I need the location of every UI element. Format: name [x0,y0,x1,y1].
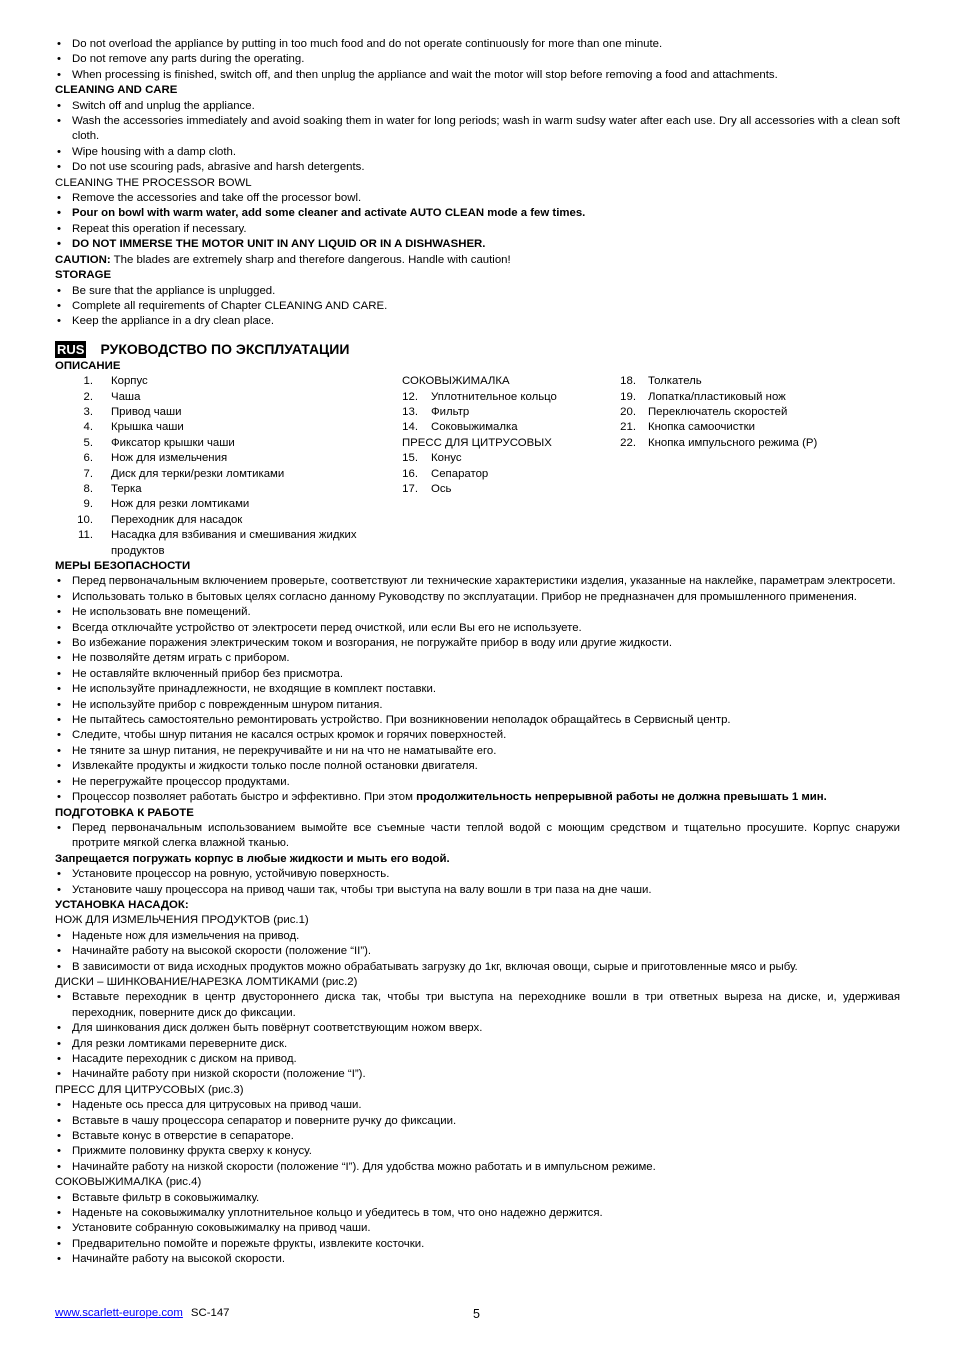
language-tag: RUS [57,341,85,357]
list-item: 13. Фильтр [402,405,470,418]
list-item: • Предварительно помойте и порежьте фрукты, извлеките косточки. [55,1237,900,1252]
list-item: • Использовать только в бытовых целях согласно данному Руководству по эксплуатации. Прибор не предназначен для промышленного применения. [55,590,900,605]
list-item: • Switch off and unplug the appliance. [55,99,900,114]
section-title: РУКОВОДСТВО ПО ЭКСПЛУАТАЦИИ [100,340,350,357]
prep-warning: Запрещается погружать корпус в любые жидкости и мыть его водой. [55,852,450,865]
list-item: • Wash the accessories immediately and avoid soaking them in water for long periods; wash in warm sudsy water after each use. Dry all accessories with a clean soft cloth. [55,114,900,145]
rus-section-header [55,340,900,359]
juicer-subheading: СОКОВЫЖИМАЛКА [402,375,510,388]
bowl-heading: CLEANING THE PROCESSOR BOWL [55,176,252,189]
list-item: 8. Терка [83,482,142,495]
list-item: • Наденьте ось пресса для цитрусовых на привод чаши. [55,1098,900,1113]
manual-page [55,37,900,1268]
list-item: • Не пытайтесь самостоятельно ремонтировать устройство. При возникновении неполадок обращайтесь в Сервисный центр. [55,713,900,728]
list-item: 14. Соковыжималка [402,421,518,434]
list-item: • Начинайте работу на низкой скорости (положение “I”). Для удобства можно работать и в импульсном режиме. [55,1160,900,1175]
disc-subheading: ДИСКИ – ШИНКОВАНИЕ/НАРЕЗКА ЛОМТИКАМИ (рис.2) [55,975,358,988]
parts-list [55,374,900,559]
list-item: • Не используйте принадлежности, не входящие в комплект поставки. [55,682,900,697]
list-item: 12. Уплотнительное кольцо [402,390,557,403]
caution-text: The blades are extremely sharp and therefore dangerous. Handle with caution! [110,253,511,266]
model-number: SC-147 [190,1307,230,1319]
list-item: • Не перегружайте процессор продуктами. [55,775,900,790]
list-item: • Repeat this operation if necessary. [55,222,900,237]
list-item: • Для шинкования диск должен быть повёрнут соответствующим ножом вверх. [55,1021,900,1036]
list-item: • Wipe housing with a damp cloth. [55,145,900,160]
list-item: 9. Нож для резки ломтиками [83,498,250,511]
list-item: • Всегда отключайте устройство от электросети перед очисткой, или если Вы его не используете. [55,621,900,636]
list-item: • Do not use scouring pads, abrasive and harsh detergents. [55,160,900,175]
list-item: 7. Диск для терки/резки ломтиками [83,467,285,480]
list-item: • DO NOT IMMERSE THE MOTOR UNIT IN ANY LIQUID OR IN A DISHWASHER. [55,237,900,252]
page-footer [55,1306,900,1322]
list-item: 17. Ось [402,482,452,495]
storage-heading: STORAGE [55,269,112,282]
cleaning-heading: CLEANING AND CARE [55,84,178,97]
parts-column-1 [55,374,402,559]
duration-warning: продолжительность непрерывной работы не должна превышать 1 мин. [416,791,827,804]
list-item: • Процессор позволяет работать быстро и эффективно. При этом продолжительность непрерывной работы не должна превышать 1 мин. [55,790,900,805]
list-item: • Не использовать вне помещений. [55,605,900,620]
list-item: • Начинайте работу на высокой скорости (положение “II”). [55,944,900,959]
list-item: 22. Кнопка импульсного режима (Р) [620,436,818,449]
list-item: • Наденьте нож для измельчения на привод. [55,929,900,944]
list-item: 2. Чаша [83,390,141,403]
knife-subheading: НОЖ ДЛЯ ИЗМЕЛЬЧЕНИЯ ПРОДУКТОВ (рис.1) [55,914,309,927]
description-heading: ОПИСАНИЕ [55,359,121,372]
list-item: • Извлекайте продукты и жидкости только после полной остановки двигателя. [55,759,900,774]
parts-column-2 [402,374,618,559]
list-item: • Не тяните за шнур питания, не перекручивайте и ни на что не наматывайте его. [55,744,900,759]
list-item: • Прижмите половинку фрукта сверху к конусу. [55,1144,900,1159]
list-item: • Be sure that the appliance is unplugged. [55,284,900,299]
list-item: • Во избежание поражения электрическим током и возгорания, не погружайте прибор в воду или другие жидкости. [55,636,900,651]
list-item: 4. Крышка чаши [83,421,184,434]
citrus-press-subheading: ПРЕСС ДЛЯ ЦИТРУСОВЫХ (рис.3) [55,1083,244,1096]
prep-list-1 [55,821,900,852]
list-item: • Вставьте фильтр в соковыжималку. [55,1191,900,1206]
list-item: • Do not overload the appliance by putting in too much food and do not operate continuously for more than one minute. [55,37,900,52]
list-item: • Наденьте на соковыжималку уплотнительное кольцо и убедитесь в том, что оно надежно держится. [55,1206,900,1221]
knife-list [55,929,900,975]
citrus-subheading: ПРЕСС ДЛЯ ЦИТРУСОВЫХ [402,436,552,449]
list-item: • When processing is finished, switch off, and then unplug the appliance and wait the motor will stop before removing a food and attachments. [55,68,900,83]
juicer-section-subheading: СОКОВЫЖИМАЛКА (рис.4) [55,1176,202,1189]
list-item: • Насадите переходник с диском на привод. [55,1052,900,1067]
list-item: 1. Корпус [83,375,148,388]
list-item: 19. Лопатка/пластиковый нож [620,390,786,403]
list-item: • Не позволяйте детям играть с прибором. [55,651,900,666]
list-item: • Перед первоначальным включением проверьте, соответствуют ли технические характеристики изделия, указанные на наклейке, параметрам электросети. [55,574,900,589]
website-link[interactable]: www.scarlett-europe.com [55,1307,183,1319]
list-item: • Не используйте прибор с поврежденным шнуром питания. [55,698,900,713]
storage-list [55,284,900,330]
list-item: 3. Привод чаши [83,405,182,418]
list-item: • Keep the appliance in a dry clean place. [55,314,900,329]
list-item: 5. Фиксатор крышки чаши [83,436,235,449]
list-item: • Pour on bowl with warm water, add some cleaner and activate AUTO CLEAN mode a few times. [55,206,900,221]
list-item: • Remove the accessories and take off the processor bowl. [55,191,900,206]
disc-list [55,990,900,1082]
en-top-list [55,37,900,83]
list-item: 20. Переключатель скоростей [620,405,788,418]
list-item: • Для резки ломтиками переверните диск. [55,1037,900,1052]
cleaning-list [55,99,900,176]
list-item: • Вставьте в чашу процессора сепаратор и поверните ручку до фиксации. [55,1114,900,1129]
install-heading: УСТАНОВКА НАСАДОК: [55,898,189,911]
parts-column-3 [618,374,900,559]
list-item: 16. Сепаратор [402,467,489,480]
list-item: • В зависимости от вида исходных продуктов можно обрабатывать загрузку до 1кг, включая овощи, сырые и приготовленные мясо и рыбу. [55,960,900,975]
safety-list [55,574,900,805]
prep-heading: ПОДГОТОВКА К РАБОТЕ [55,806,194,819]
list-item: • Complete all requirements of Chapter CLEANING AND CARE. [55,299,900,314]
list-item: 21. Кнопка самоочистки [620,421,755,434]
list-item: • Не оставляйте включенный прибор без присмотра. [55,667,900,682]
list-item: • Установите процессор на ровную, устойчивую поверхность. [55,867,900,882]
list-item: • Установите собранную соковыжималку на привод чаши. [55,1221,900,1236]
list-item: • Do not remove any parts during the operating. [55,52,900,67]
list-item: 11. Насадка для взбивания и смешивания жидких продуктов [78,529,357,557]
list-item: 10. Переходник для насадок [77,513,243,526]
citrus-list [55,1098,900,1175]
list-item: 18. Толкатель [620,375,702,388]
page-number: 5 [473,1307,480,1321]
list-item: • Следите, чтобы шнур питания не касался острых кромок и горячих поверхностей. [55,728,900,743]
list-item: • Установите чашу процессора на привод чаши так, чтобы три выступа на валу вошли в три паза на дне чаши. [55,883,900,898]
list-item: • Перед первоначальным использованием вымойте все съемные части теплой водой с моющим средством и тщательно просушите. Корпус снаружи протрите мягкой слегка влажной тканью. [55,821,900,852]
list-item: 15. Конус [402,452,462,465]
list-item: • Начинайте работу при низкой скорости (положение “I”). [55,1067,900,1082]
list-item: • Вставьте конус в отверстие в сепараторе. [55,1129,900,1144]
juicer-list [55,1191,900,1268]
caution-line [55,253,900,268]
bowl-list [55,191,900,253]
list-item: • Вставьте переходник в центр двустороннего диска так, чтобы три выступа на переходнике вошли в три ответных выреза на диске, и, удерживая переходник, поверните диск до фиксации. [55,990,900,1021]
list-item: 6. Нож для измельчения [83,452,228,465]
prep-list-2 [55,867,900,898]
safety-heading: МЕРЫ БЕЗОПАСНОСТИ [55,560,191,572]
caution-label: CAUTION: [55,253,111,266]
list-item: • Начинайте работу на высокой скорости. [55,1252,900,1267]
